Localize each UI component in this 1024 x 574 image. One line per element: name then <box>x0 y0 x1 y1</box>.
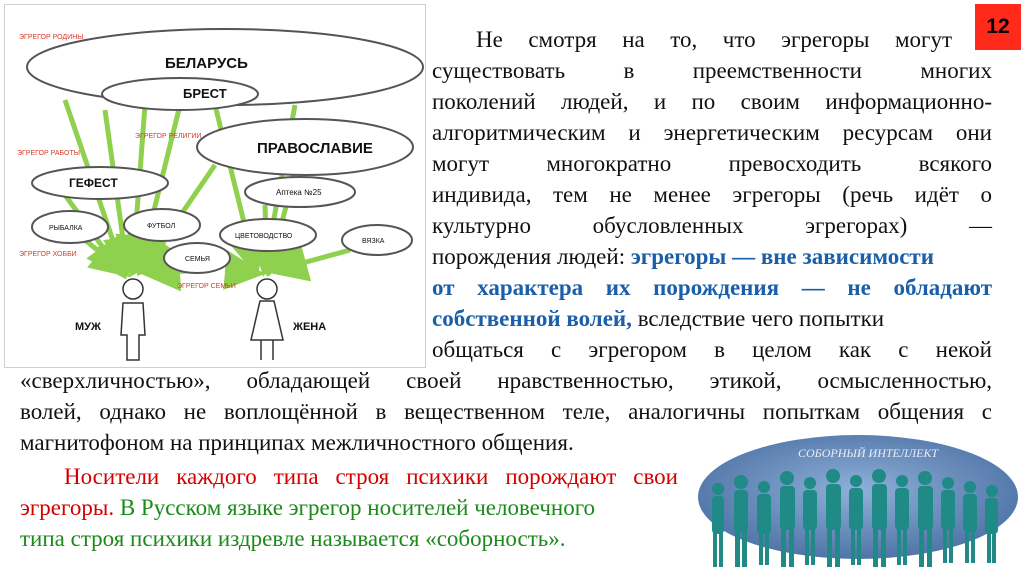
p1-line-6 <box>432 179 992 211</box>
p1-line-8 <box>432 241 992 273</box>
p1-line-2 <box>432 55 992 87</box>
p2-line-3-text: типа строя психики издревле называется «соборность». <box>20 526 566 551</box>
p1-line-13-text: волей, однако не воплощённой в вещественном теле, аналогичны попыткам общения с <box>20 399 992 424</box>
p1-line-1-text: Не смотря на то, что эгрегоры могут <box>476 27 952 52</box>
p1-line-8-plain: порождения людей: <box>432 244 631 269</box>
label-egregor-hobbi: ЭГРЕГОР ХОББИ <box>19 251 77 258</box>
label-egregor-semi: ЭГРЕГОР СЕМЬИ <box>177 283 236 290</box>
page-number-badge: 12 <box>975 4 1021 50</box>
label-egregor-raboty: ЭГРЕГОР РАБОТЫ <box>17 150 80 157</box>
woman-figure <box>251 279 283 360</box>
p1-line-10-bold: собственной волей, <box>432 306 632 331</box>
p1-line-1 <box>476 24 952 56</box>
sobornyi-label: СОБОРНЫЙ ИНТЕЛЛЕКТ <box>798 446 939 460</box>
label-egregor-rodiny: ЭГРЕГОР РОДИНЫ <box>19 34 84 41</box>
p1-line-7-text: культурно обусловленных эгрегорах) — <box>432 213 992 238</box>
p1-line-9-text: от характера их порождения — не обладают <box>432 275 992 300</box>
label-pravoslavie: ПРАВОСЛАВИЕ <box>257 140 373 157</box>
sobornyi-svg <box>688 425 1024 567</box>
p2-line-2 <box>20 492 678 524</box>
label-zhena: ЖЕНА <box>293 321 327 333</box>
p1-line-4 <box>432 117 992 149</box>
label-semya: СЕМЬЯ <box>185 256 210 263</box>
p2-line-1 <box>64 461 678 493</box>
p1-line-5-text: могут многократно превосходить всякого <box>432 151 992 176</box>
egregor-diagram <box>4 4 426 368</box>
p2-line-1-text: Носители каждого типа строя психики порождают свои <box>64 464 678 489</box>
label-muzh: МУЖ <box>75 321 101 333</box>
label-brest: БРЕСТ <box>183 86 227 101</box>
p1-line-12 <box>20 365 992 397</box>
p1-line-4-text: алгоритмическим и энергетическим ресурсам они <box>432 120 992 145</box>
p1-line-14-text: магнитофоном на принципах межличностного общения. <box>20 430 574 455</box>
p1-line-11-text: общаться с эгрегором в целом как с некой <box>432 337 992 362</box>
label-futbol: ФУТБОЛ <box>147 223 176 230</box>
brest-oval <box>102 78 258 110</box>
label-apteka: Аптека №25 <box>276 188 322 197</box>
p1-line-12-text: «сверхличностью», обладающей своей нравственностью, этикой, осмысленностью, <box>20 368 992 393</box>
p1-line-10 <box>432 303 992 335</box>
man-figure <box>121 279 145 360</box>
p1-line-2-text: существовать в преемственности многих <box>432 58 992 83</box>
p1-line-8-bold: эгрегоры — вне зависимости <box>630 244 934 269</box>
p1-line-14 <box>20 427 680 459</box>
p1-line-3 <box>432 86 992 118</box>
p1-line-10-plain: вследствие чего попытки <box>631 306 885 331</box>
p1-line-6-text: индивида, тем не менее эгрегоры (речь идёт о <box>432 182 992 207</box>
label-egregor-religii: ЭГРЕГОР РЕЛИГИИ <box>135 133 202 140</box>
label-vyazka: ВЯЗКА <box>362 238 385 245</box>
p1-line-5 <box>432 148 992 180</box>
p2-line-3 <box>20 523 678 555</box>
diagram-svg <box>5 5 425 367</box>
sobornyi-intellekt-image <box>688 425 1024 567</box>
label-rybalka: РЫБАЛКА <box>49 225 83 232</box>
p1-line-13 <box>20 396 992 428</box>
p2-line-2-green: В Русском языке эгрегор носителей человечного <box>119 495 596 520</box>
p1-line-3-text: поколений людей, и по своим информационно- <box>432 89 992 114</box>
p1-line-7 <box>432 210 992 242</box>
label-tsvetovodstvo: ЦВЕТОВОДСТВО <box>235 233 293 240</box>
label-belarus: БЕЛАРУСЬ <box>165 55 248 72</box>
p1-line-11 <box>432 334 992 366</box>
p1-line-9 <box>432 272 992 304</box>
p2-line-2-red: эгрегоры. <box>20 495 120 520</box>
label-gefest: ГЕФЕСТ <box>69 176 118 190</box>
